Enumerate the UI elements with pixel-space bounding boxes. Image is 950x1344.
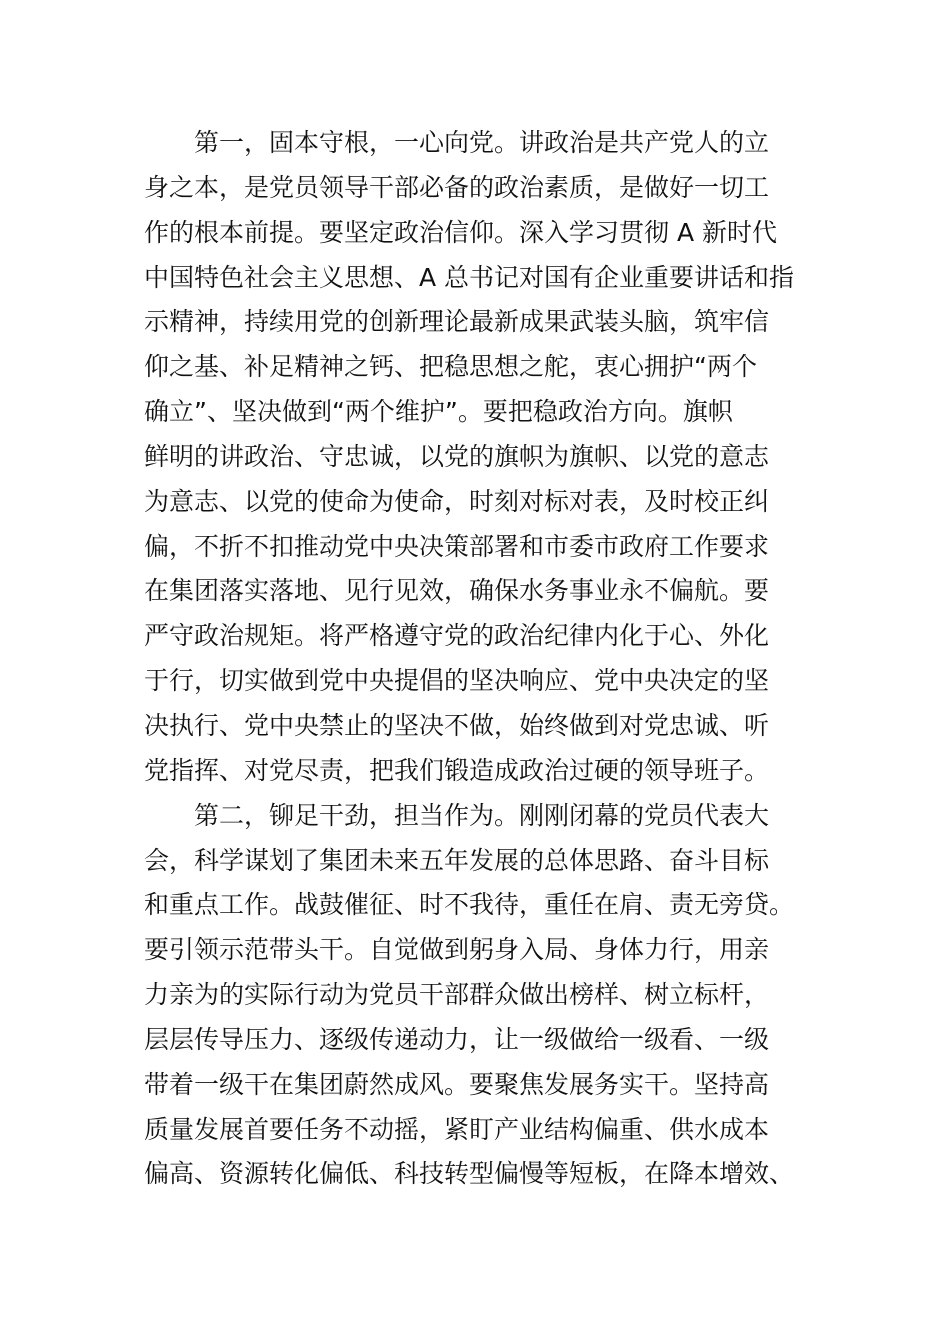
- paragraph-2-line-7: 带着一级干在集团蔚然成风。要聚焦发展务实干。坚持高: [144, 1069, 770, 1099]
- paragraph-1-line-11: 在集团落实落地、见行见效，确保水务事业永不偏航。要: [144, 576, 770, 606]
- paragraph-2-line-4: 要引领示范带头干。自觉做到躬身入局、身体力行，用亲: [144, 935, 770, 965]
- paragraph-1-line-4: 中国特色社会主义思想、A 总书记对国有企业重要讲话和指: [144, 262, 795, 292]
- paragraph-1-line-13: 于行，切实做到党中央提倡的坚决响应、党中央决定的坚: [144, 666, 770, 696]
- paragraph-2-line-3: 和重点工作。战鼓催征、时不我待，重任在肩、责无旁贷。: [144, 890, 795, 920]
- paragraph-1-line-2: 身之本，是党员领导干部必备的政治素质，是做好一切工: [144, 172, 770, 202]
- paragraph-1-line-6: 仰之基、补足精神之钙、把稳思想之舵，衷心拥护“两个: [144, 352, 757, 382]
- paragraph-1-line-7: 确立”、坚决做到“两个维护”。要把稳政治方向。旗帜: [144, 397, 733, 427]
- paragraph-2-line-6: 层层传导压力、逐级传递动力，让一级做给一级看、一级: [144, 1024, 770, 1054]
- paragraph-1-line-14: 决执行、党中央禁止的坚决不做，始终做到对党忠诚、听: [144, 710, 770, 740]
- paragraph-1-line-10: 偏，不折不扣推动党中央决策部署和市委市政府工作要求: [144, 531, 770, 561]
- paragraph-2-line-9: 偏高、资源转化偏低、科技转型偏慢等短板，在降本增效、: [144, 1159, 795, 1189]
- paragraph-1-line-1: 第一，固本守根，一心向党。讲政治是共产党人的立: [194, 128, 770, 157]
- body-text: [144, 121, 810, 1197]
- paragraph-1-line-5: 示精神，持续用党的创新理论最新成果武装头脑，筑牢信: [144, 307, 770, 337]
- paragraph-2-line-2: 会，科学谋划了集团未来五年发展的总体思路、奋斗目标: [144, 845, 770, 875]
- paragraph-2-line-8: 质量发展首要任务不动摇，紧盯产业结构偏重、供水成本: [144, 1114, 770, 1144]
- paragraph-1-line-9: 为意志、以党的使命为使命，时刻对标对表，及时校正纠: [144, 486, 770, 516]
- paragraph-1-line-12: 严守政治规矩。将严格遵守党的政治纪律内化于心、外化: [144, 621, 770, 651]
- paragraph-2-line-1: 第二，铆足干劲，担当作为。刚刚闭幕的党员代表大: [194, 800, 770, 830]
- paragraph-2-line-5: 力亲为的实际行动为党员干部群众做出榜样、树立标杆，: [144, 980, 770, 1010]
- paragraph-1-line-8: 鲜明的讲政治、守忠诚，以党的旗帜为旗帜、以党的意志: [144, 441, 770, 471]
- paragraph-1-line-3: 作的根本前提。要坚定政治信仰。深入学习贯彻 A 新时代: [144, 217, 777, 247]
- paragraph-1-line-15: 党指挥、对党尽责，把我们锻造成政治过硬的领导班子。: [144, 755, 770, 785]
